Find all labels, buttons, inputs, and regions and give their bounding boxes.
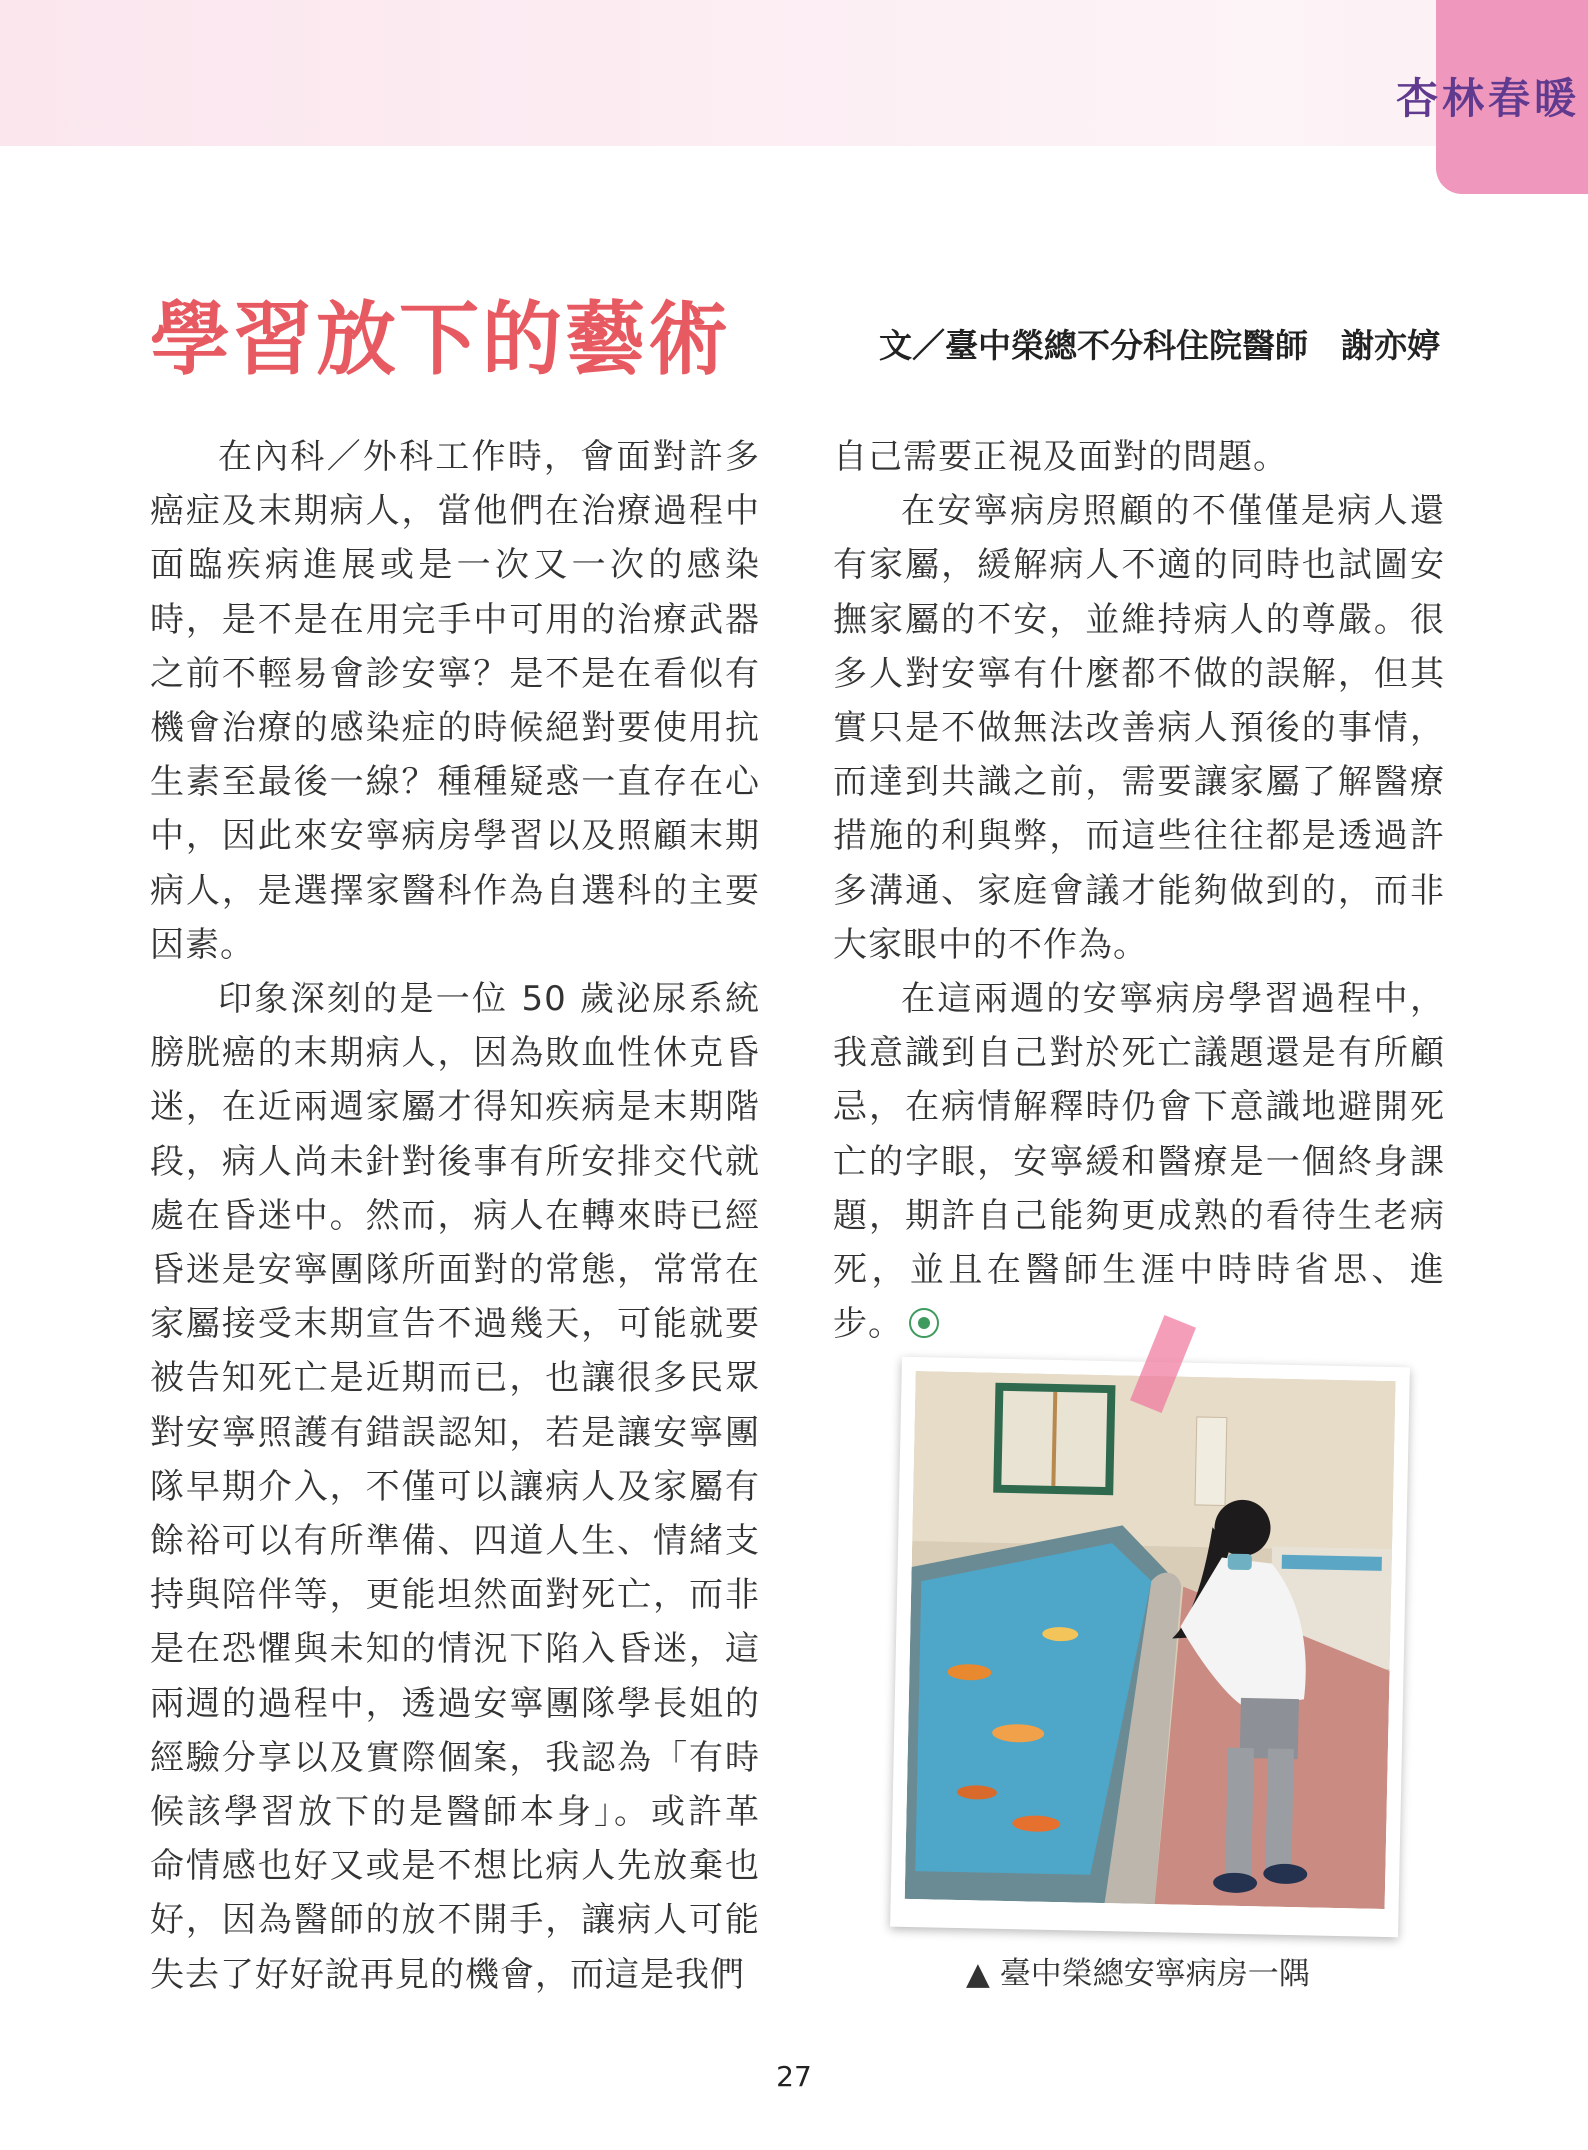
photo-frame: [890, 1357, 1410, 1938]
article-byline: 文／臺中榮總不分科住院醫師 謝亦婷: [879, 326, 1440, 365]
photo-caption: ▲ 臺中榮總安寧病房一隅: [966, 1956, 1310, 1992]
page-number: 27: [776, 2060, 812, 2093]
paragraph-4-text: 在這兩週的安寧病房學習過程中，我意識到自己對於死亡議題還是有所顧忌，在病情解釋時仍會下意識地避開死亡的字眼，安寧緩和醫療是一個終身課題，期許自己能夠更成熟的看待生老病死，並且在醫師生涯中時時省思、進步。: [833, 979, 1445, 1345]
paragraph-2: 印象深刻的是一位 50 歲泌尿系統膀胱癌的末期病人，因為敗血性休克昏迷，在近兩週家屬才得知疾病是末期階段，病人尚未針對後事有所安排交代就處在昏迷中。然而，病人在轉來時已經昏迷是安寧團隊所面對的常態，常常在家屬接受末期宣告不過幾天，可能就要被告知死亡是近期而已，也讓很多民眾對安寧照護有錯誤認知，若是讓安寧團隊早期介入，不僅可以讓病人及家屬有餘裕可以有所準備、四道人生、情緒支持與陪伴等，更能坦然面對死亡，而非是在恐懼與未知的情況下陷入昏迷，這兩週的過程中，透過安寧團隊學長姐的經驗分享以及實際個案，我認為「有時候該學習放下的是醫師本身」。或許革命情感也好又或是不想比病人先放棄也好，因為醫師的放不開手，讓病人可能失去了好好說再見的機會，而這是我們: [150, 979, 760, 1995]
paragraph-3: 在安寧病房照顧的不僅僅是病人還有家屬，緩解病人不適的同時也試圖安撫家屬的不安，並維持病人的尊嚴。很多人對安寧有什麼都不做的誤解，但其實只是不做無法改善病人預後的事情，而達到共識之前，需要讓家屬了解醫療措施的利與弊，而這些往往都是透過許多溝通、家庭會議才能夠做到的，而非大家眼中的不作為。: [833, 491, 1445, 965]
article-title: 學習放下的藝術: [150, 293, 731, 386]
left-column: [150, 430, 760, 2002]
paragraph-2-continued: 自己需要正視及面對的問題。: [833, 437, 1288, 477]
paragraph-4: [833, 972, 1445, 1351]
paragraph-1: 在內科／外科工作時，會面對許多癌症及末期病人，當他們在治療過程中面臨疾病進展或是一次又一次的感染時，是不是在用完手中可用的治療武器之前不輕易會診安寧？是不是在看似有機會治療的感染症的時候絕對要使用抗生素至最後一線？種種疑惑一直存在心中，因此來安寧病房學習以及照顧末期病人，是選擇家醫科作為自選科的主要因素。: [150, 437, 760, 965]
section-label: 杏林春暖: [1395, 74, 1580, 123]
end-mark-icon: [909, 1308, 939, 1338]
ward-photo-illustration: [905, 1371, 1396, 1909]
ward-photo: [905, 1371, 1396, 1909]
right-column: [833, 430, 1445, 1351]
